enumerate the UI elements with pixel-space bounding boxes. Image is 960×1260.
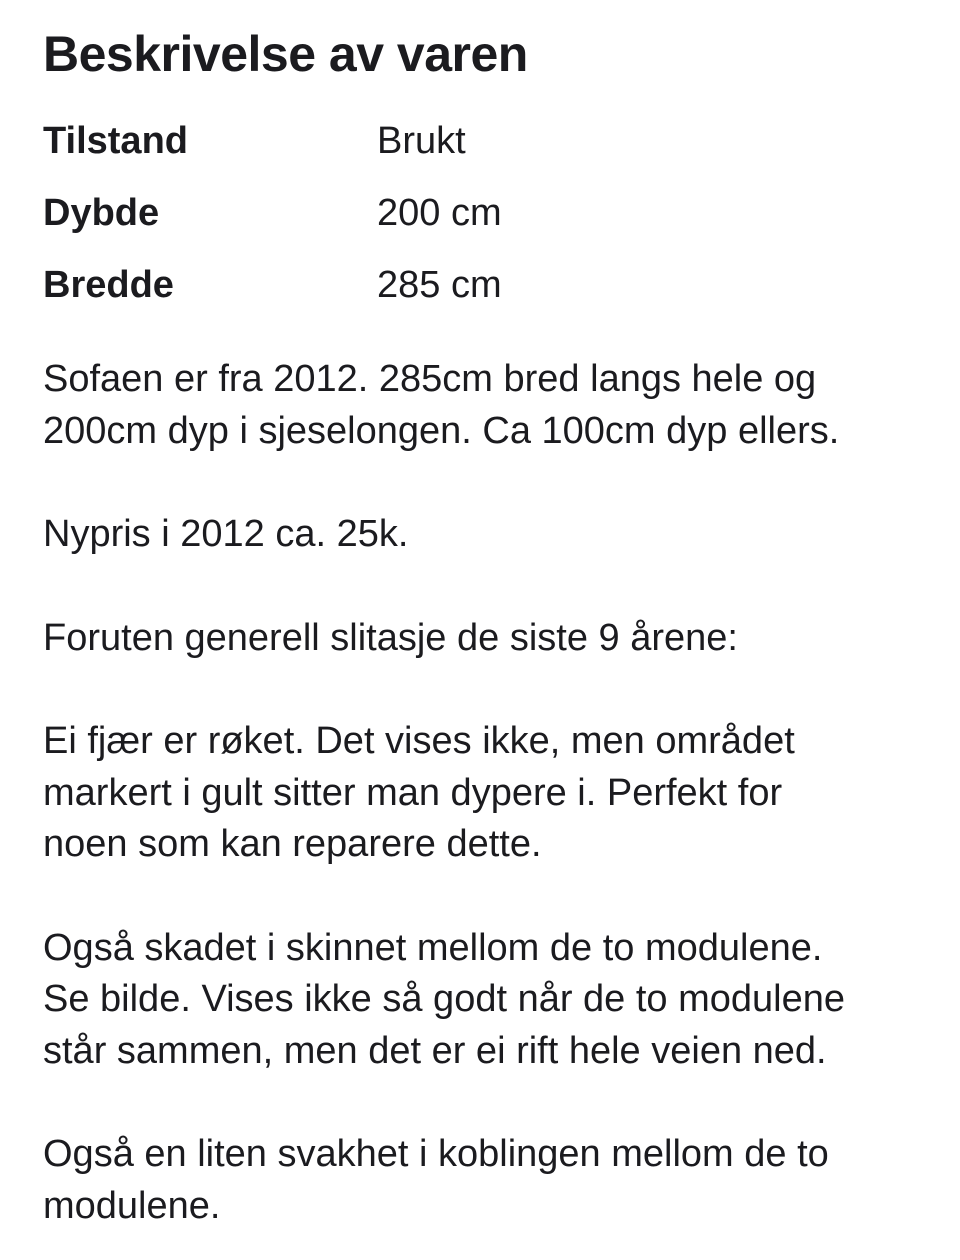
description-paragraph: Sofaen er fra 2012. 285cm bred langs hele og 200cm dyp i sjeselongen. Ca 100cm dyp ellers. bbox=[43, 358, 840, 452]
spec-label: Dybde bbox=[43, 192, 160, 234]
spec-row-width bbox=[43, 262, 960, 334]
description-paragraph: Også skadet i skinnet mellom de to modulene. Se bilde. Vises ikke så godt når de to modulene står sammen, men det er ei rift hele veien ned. bbox=[43, 926, 846, 1072]
spec-value: 200 cm bbox=[377, 192, 502, 234]
description-text bbox=[43, 354, 923, 1232]
spec-row-depth bbox=[43, 190, 960, 262]
spec-label: Bredde bbox=[43, 264, 174, 306]
description-paragraph: Ei fjær er røket. Det vises ikke, men området markert i gult sitter man dypere i. Perfekt for noen som kan reparere dette. bbox=[43, 720, 795, 865]
description-paragraph: Også en liten svakhet i koblingen mellom de to modulene. bbox=[43, 1133, 829, 1227]
spec-row-condition bbox=[43, 118, 960, 190]
description-paragraph: Foruten generell slitasje de siste 9 årene: bbox=[43, 616, 738, 659]
description-paragraph: Nypris i 2012 ca. 25k. bbox=[43, 513, 409, 555]
spec-value: 285 cm bbox=[377, 264, 502, 306]
spec-value: Brukt bbox=[377, 120, 466, 162]
spec-label: Tilstand bbox=[43, 120, 188, 162]
spec-table bbox=[43, 118, 960, 334]
section-title: Beskrivelse av varen bbox=[43, 26, 528, 82]
